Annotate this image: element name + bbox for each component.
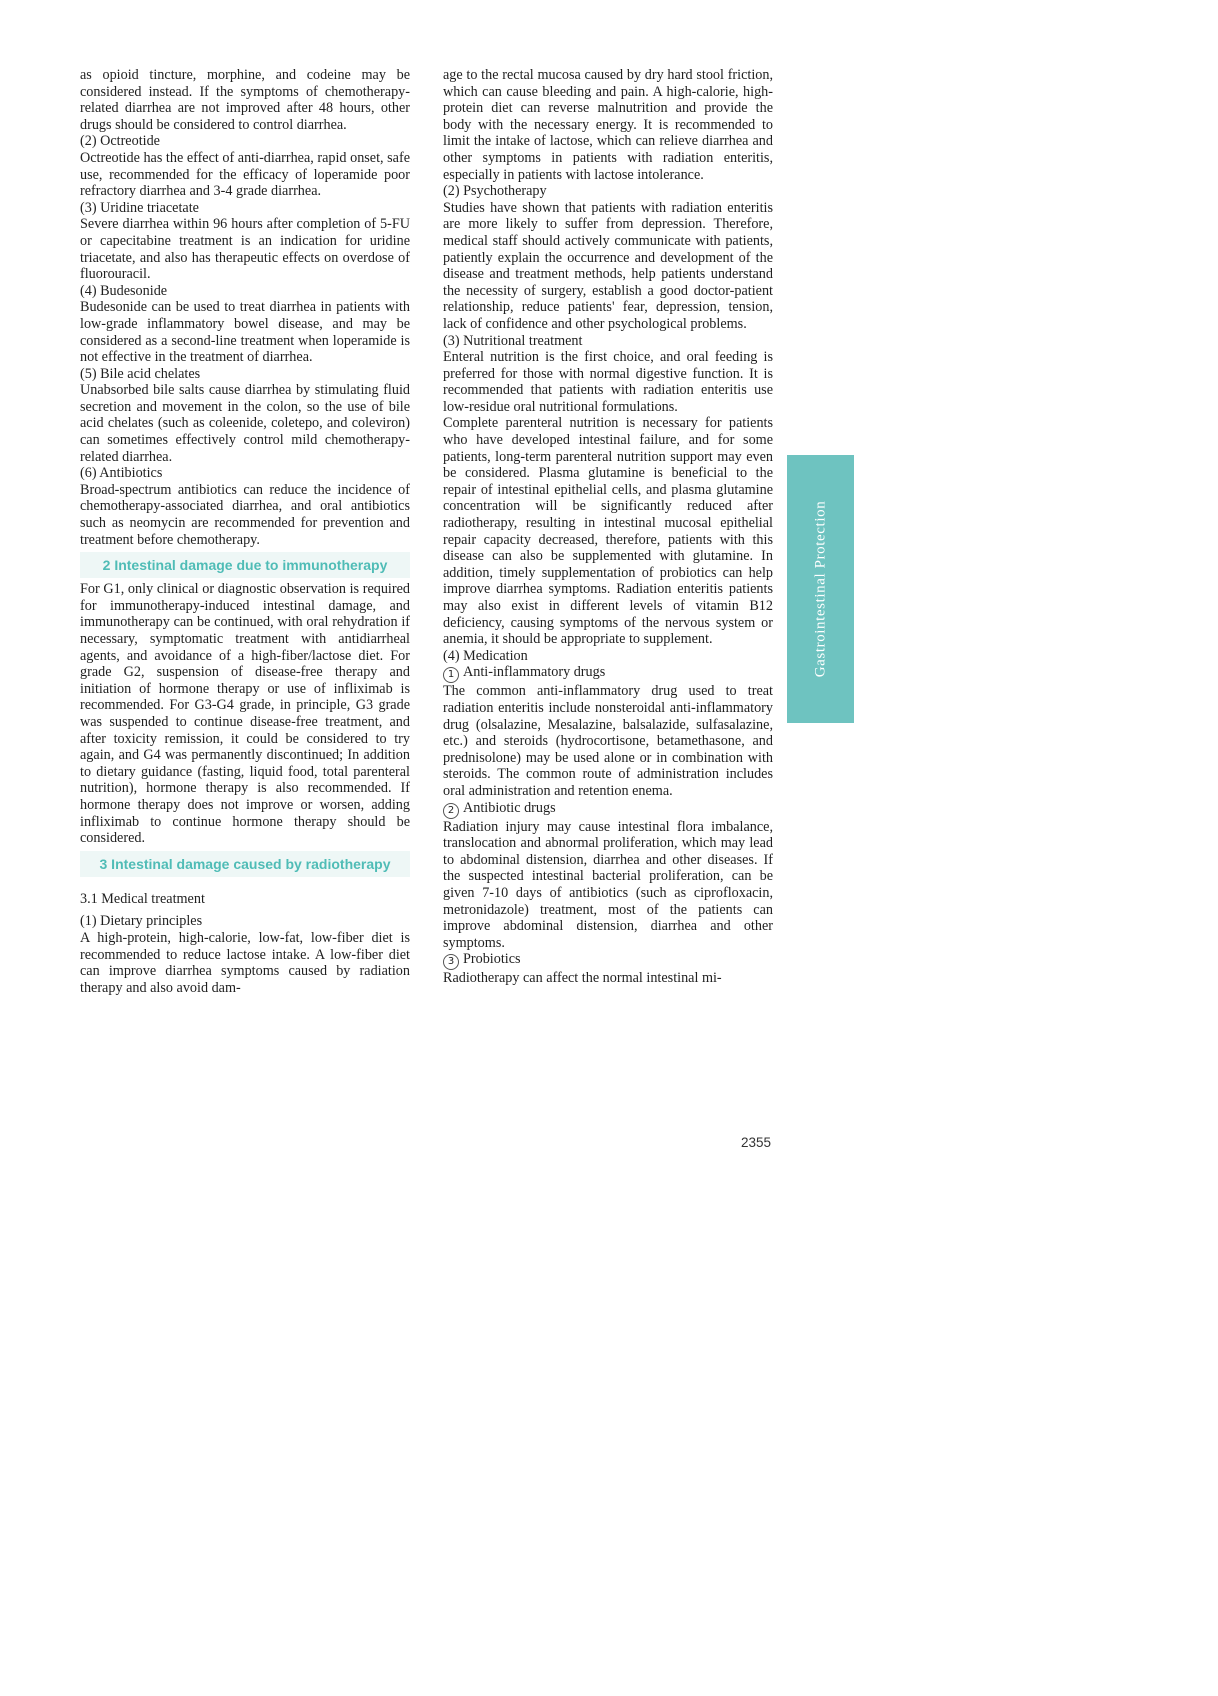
heading-antibiotics: (6) Antibiotics [80, 465, 163, 482]
heading-medication: (4) Medication [443, 647, 528, 664]
right-column [443, 67, 773, 987]
heading-octreotide: (2) Octreotide [80, 133, 160, 150]
heading-budesonide: (4) Budesonide [80, 282, 168, 299]
subsection-heading-medical-treatment: 3.1 Medical treatment [80, 890, 205, 907]
paragraph-octreotide: Octreotide has the effect of anti-diarrhea, rapid onset, safe use, recommended for the efficacy of loperamide poor refractory diarrhea and 3-4 grade diarrhea. [80, 149, 410, 200]
circled-number-three: 3 [443, 954, 459, 970]
paragraph-uridine-triacetate: Severe diarrhea within 96 hours after completion of 5-FU or capecitabine treatment is an indication for uridine triacetate, and also has therapeutic effects on overdose of fluorouracil. [80, 216, 410, 283]
heading-anti-inflammatory-label: Anti-inflammatory drugs [463, 664, 606, 681]
circled-number-one: 1 [443, 667, 459, 683]
paragraph-budesonide: Budesonide can be used to treat diarrhea in patients with low-grade inflammatory bowel disease, and may be considered as a second-line treatment when loperamide is not effective in the treatment of diarrhea. [80, 299, 410, 366]
paragraph-antibiotic-drugs: Radiation injury may cause intestinal flora imbalance, translocation and abnormal proliferation, which may lead to abdominal distension, diarrhea and other diseases. If the suspected intestinal bacterial proliferation, can be given 7-10 days of antibiotics (such as ciprofloxacin, metronidazole) treatment, most of the patients can improve abdominal distension, diarrhea and other symptoms. [443, 818, 773, 951]
paragraph-psychotherapy: Studies have shown that patients with radiation enteritis are more likely to suffer from depression. Therefore, medical staff should actively communicate with patients, patiently explain the occurrence and development of the disease and treatment methods, help patients understand the necessity of surgery, establish a good doctor-patient relationship, reduce patients' fear, depression, tension, lack of confidence and other psychological problems. [443, 199, 773, 332]
heading-uridine-triacetate: (3) Uridine triacetate [80, 199, 199, 216]
paragraph-opioid-continuation: as opioid tincture, morphine, and codeine may be considered instead. If the symptoms of chemotherapy-related diarrhea are not improved after 48 hours, other drugs should be considered to control diarrhea. [80, 67, 410, 133]
paragraph-dietary-continuation: age to the rectal mucosa caused by dry hard stool friction, which can cause bleeding and pain. A high-calorie, high-protein diet can reverse malnutrition and provide the body with the necessary energy. It is recommended to limit the intake of lactose, which can relieve diarrhea and other symptoms in patients with radiation enteritis, especially in patients with lactose intolerance. [443, 67, 773, 183]
heading-bile-acid-chelates: (5) Bile acid chelates [80, 365, 201, 382]
heading-anti-inflammatory-drugs [443, 664, 773, 683]
heading-probiotics-label: Probiotics [463, 951, 521, 968]
paragraph-enteral-nutrition: Enteral nutrition is the first choice, and oral feeding is preferred for those with normal digestive function. It is recommended that patients with radiation enteritis use low-residue oral nutritional formulations. [443, 349, 773, 415]
heading-antibiotic-drugs [443, 800, 773, 819]
paragraph-bile-acid-chelates: Unabsorbed bile salts cause diarrhea by stimulating fluid secretion and movement in the colon, so the use of bile acid chelates (such as coleenide, coletepo, and coleviron) can sometimes effectively control mild chemotherapy-related diarrhea. [80, 382, 410, 465]
circled-number-two: 2 [443, 803, 459, 819]
paragraph-anti-inflammatory-drugs: The common anti-inflammatory drug used to treat radiation enteritis include nonsteroidal anti-inflammatory drug (olsalazine, Mesalazine, balsalazide, sulfasalazine, etc.) and steroids (hydrocortisone, betamethasone, and prednisolone) may be used alone or in combination with steroids. The common route of administration includes oral administration and retention enema. [443, 683, 773, 799]
left-column [80, 67, 410, 996]
side-tab-gastrointestinal-protection [787, 455, 854, 723]
heading-antibiotic-label: Antibiotic drugs [463, 799, 556, 816]
side-tab-label: Gastrointestinal Protection [812, 500, 828, 678]
section-heading-immunotherapy: 2 Intestinal damage due to immunotherapy [80, 552, 410, 578]
paragraph-immunotherapy: For G1, only clinical or diagnostic observation is required for immunotherapy-induced intestinal damage, and immunotherapy can be continued, with oral rehydration if necessary, symptomatic treatment with antidiarrheal agents, and avoidance of a high-fiber/lactose diet. For grade G2, suspension of disease-free therapy and initiation of hormone therapy or use of infliximab is recommended. For G3-G4 grade, in principle, G3 grade was suspended to continue disease-free treatment, and after toxicity remission, it could be considered to try again, and G4 was permanently discontinued; In addition to dietary guidance (fasting, liquid food, total parenteral nutrition), hormone therapy is also recommended. If hormone therapy does not improve or worsen, adding infliximab to continue hormone therapy should be considered. [80, 581, 410, 847]
paragraph-parenteral-nutrition: Complete parenteral nutrition is necessary for patients who have developed intestinal failure, and for some patients, long-term parenteral nutrition support may even be considered. Plasma glutamine is beneficial to the repair of intestinal epithelial cells, and plasma glutamine concentration will be significantly reduced after radiotherapy, resulting in intestinal mucosal epithelial repair capacity decreased, therefore, patients with this disease can also be supplemented with glutamine. In addition, timely supplementation of probiotics can help improve diarrhea symptoms. Radiation enteritis patients may also exist in different levels of vitamin B12 deficiency, causing symptoms of the nervous system or anemia, it should be appropriate to supplement. [443, 415, 773, 648]
heading-dietary-principles: (1) Dietary principles [80, 913, 203, 930]
heading-probiotics [443, 951, 773, 970]
page-number: 2355 [741, 1135, 772, 1150]
paragraph-probiotics: Radiotherapy can affect the normal intestinal mi- [443, 970, 722, 987]
section-heading-radiotherapy: 3 Intestinal damage caused by radiotherapy [80, 851, 410, 877]
paragraph-antibiotics: Broad-spectrum antibiotics can reduce the incidence of chemotherapy-associated diarrhea, and oral antibiotics such as neomycin are recommended for prevention and treatment before chemotherapy. [80, 481, 410, 548]
heading-psychotherapy: (2) Psychotherapy [443, 183, 547, 200]
heading-nutritional-treatment: (3) Nutritional treatment [443, 332, 583, 349]
paragraph-dietary-principles: A high-protein, high-calorie, low-fat, low-fiber diet is recommended to reduce lactose intake. A low-fiber diet can improve diarrhea symptoms caused by radiation therapy and also avoid dam- [80, 929, 410, 996]
